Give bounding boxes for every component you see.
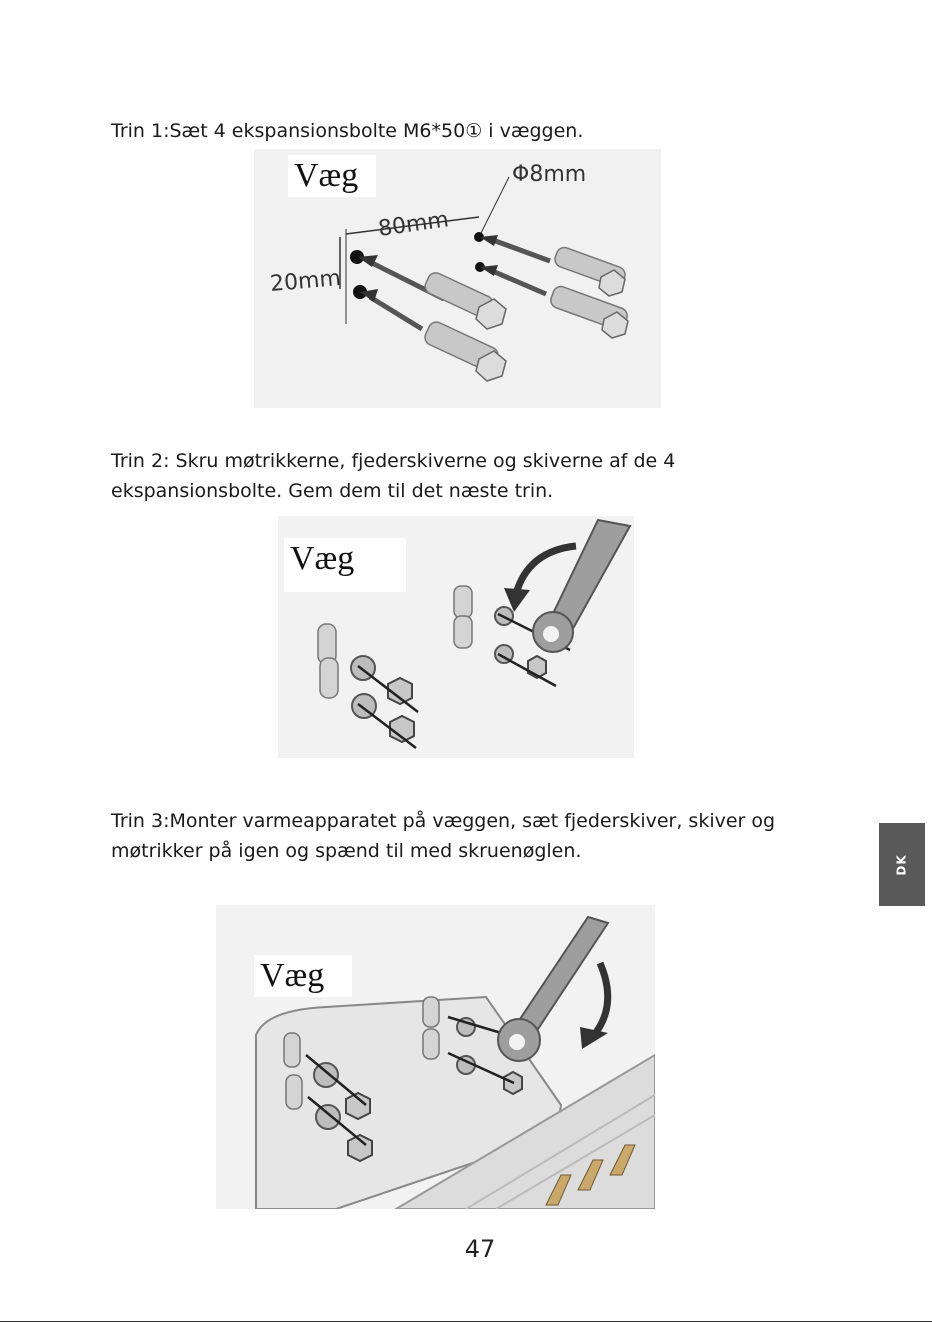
horizontal-spacing-label: 80mm [376, 207, 451, 242]
step-2-line-2: ekspansionsbolte. Gem dem til det næste trin. [111, 480, 554, 502]
bottom-rule [0, 1321, 932, 1322]
step-1-text [111, 116, 583, 146]
language-tab [879, 823, 925, 906]
step-3-line-2: møtrikker på igen og spænd til med skruenøglen. [111, 840, 582, 862]
wall-label: Væg [284, 538, 406, 592]
wall-label: Væg [254, 955, 352, 997]
hole-diameter-label: Φ8mm [512, 162, 587, 187]
step-3-text [111, 806, 775, 866]
step-1-line-1: Trin 1:Sæt 4 ekspansionsbolte M6*50① i væggen. [111, 120, 584, 142]
heater-mounting-diagram [216, 905, 655, 1209]
language-tab-label: DK [894, 853, 909, 876]
step-1-figure [254, 149, 661, 408]
step-2-line-1: Trin 2: Skru møtrikkerne, fjederskiverne og skiverne af de 4 [111, 450, 676, 472]
page-number: 47 [464, 1235, 496, 1263]
step-2-text [111, 446, 675, 506]
step-3-figure [216, 905, 655, 1209]
step-3-line-1: Trin 3:Monter varmeapparatet på væggen, sæt fjederskiver, skiver og [111, 810, 776, 832]
wall-label: Væg [288, 155, 376, 197]
vertical-spacing-label: 20mm [269, 265, 342, 298]
step-2-figure [278, 516, 634, 758]
